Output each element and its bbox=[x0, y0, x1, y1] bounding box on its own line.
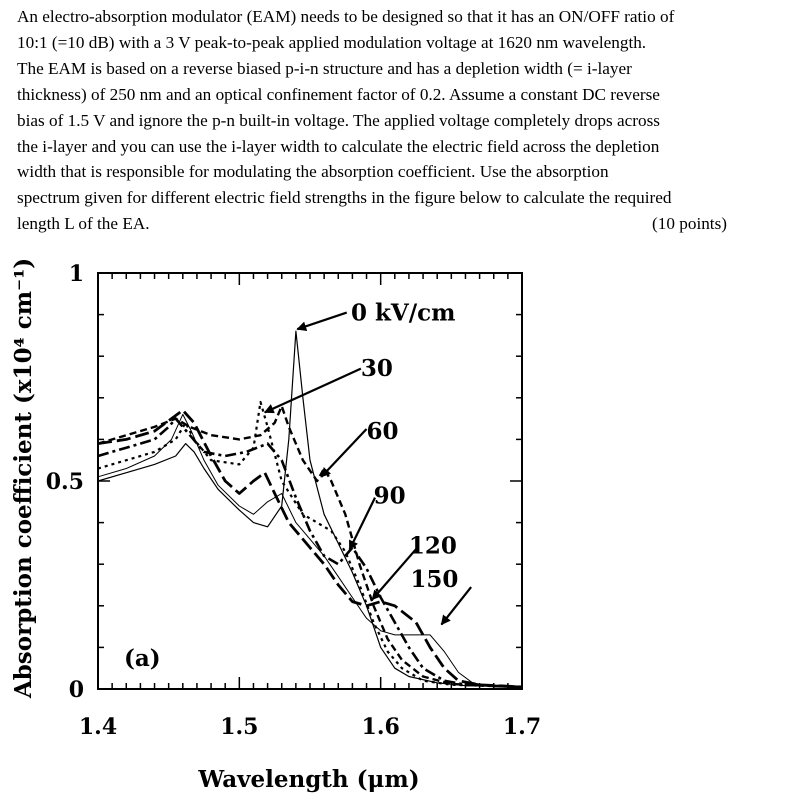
y-tick-label: 0 bbox=[68, 677, 84, 703]
problem-line: width that is responsible for modulating the absorption coefficient. Use the absorption bbox=[17, 162, 609, 182]
series-line-1 bbox=[98, 402, 522, 687]
x-tick-label: 1.5 bbox=[220, 714, 259, 740]
plot-frame bbox=[98, 273, 522, 689]
problem-line: length L of the EA. bbox=[17, 214, 150, 234]
annotation-label: 30 bbox=[360, 354, 393, 382]
problem-line: the i-layer and you can use the i-layer width to calculate the electric field across the depletion bbox=[17, 136, 660, 156]
annotation-arrow bbox=[297, 313, 346, 330]
points-label: (10 points) bbox=[652, 214, 727, 234]
x-tick-label: 1.7 bbox=[502, 714, 542, 740]
x-tick-label: 1.6 bbox=[361, 714, 400, 740]
annotation-label: 150 bbox=[410, 565, 459, 593]
problem-line: bias of 1.5 V and ignore the p-n built-in voltage. The applied voltage completely drops across bbox=[17, 110, 660, 130]
annotation-label: 0 kV/cm bbox=[350, 299, 456, 327]
annotation-label: 120 bbox=[408, 532, 457, 560]
y-tick-label: 1 bbox=[68, 261, 84, 287]
absorption-chart bbox=[0, 250, 560, 804]
problem-line: 10:1 (=10 dB) with a 3 V peak-to-peak applied modulation voltage at 1620 nm wavelength. bbox=[17, 32, 647, 52]
series-line-4 bbox=[98, 410, 522, 687]
annotation-arrow bbox=[265, 369, 361, 413]
annotation-arrow bbox=[350, 498, 375, 550]
x-axis-label: Wavelength (μm) bbox=[198, 766, 420, 793]
y-axis-label: Absorption coefficient (x10⁴ cm⁻¹) bbox=[10, 257, 37, 699]
annotation-arrow bbox=[321, 429, 366, 477]
problem-last-line bbox=[17, 211, 785, 237]
series-line-0 bbox=[98, 331, 522, 687]
problem-line: An electro-absorption modulator (EAM) needs to be designed so that it has an ON/OFF ratio of bbox=[17, 7, 675, 26]
annotation-label: 90 bbox=[373, 482, 406, 510]
problem-line: The EAM is based on a reverse biased p-i-n structure and has a depletion width (= i-layer bbox=[17, 58, 632, 78]
problem-line: spectrum given for different electric field strengths in the figure below to calculate the required bbox=[17, 188, 672, 208]
annotation-label: 60 bbox=[366, 418, 399, 446]
x-tick-label: 1.4 bbox=[78, 714, 118, 740]
problem-line: thickness) of 250 nm and an optical confinement factor of 0.2. Assume a constant DC reverse bbox=[17, 84, 660, 104]
y-tick-label: 0.5 bbox=[45, 469, 84, 495]
panel-label: (a) bbox=[124, 645, 161, 672]
problem-statement bbox=[17, 4, 785, 237]
